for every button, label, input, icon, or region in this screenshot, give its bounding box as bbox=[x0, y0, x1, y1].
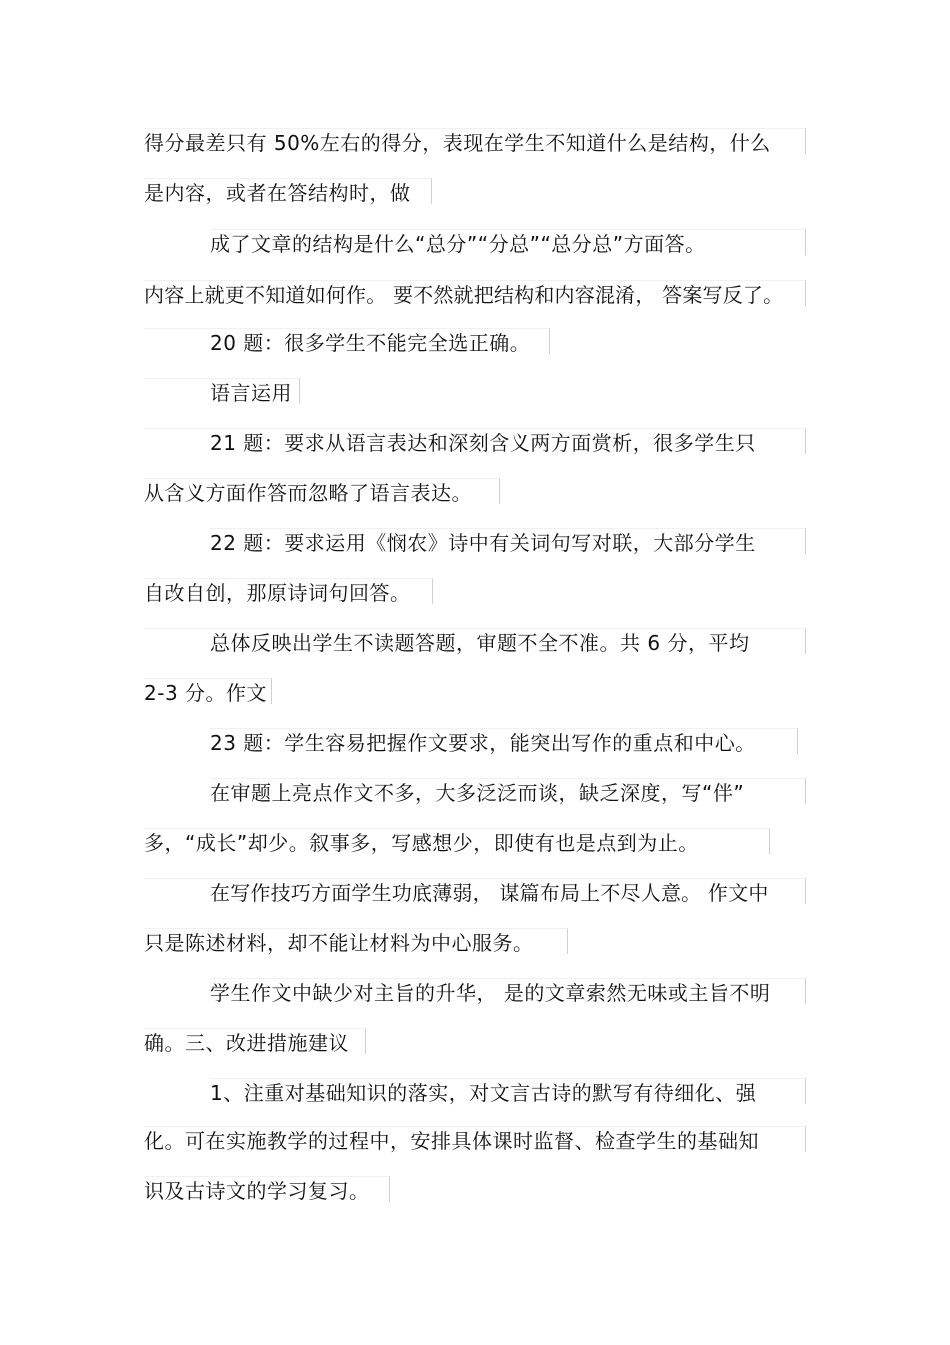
text-line: 化。可在实施教学的过程中，安排具体课时监督、检查学生的基础知 bbox=[144, 1126, 806, 1152]
text-line: 自改自创，那原诗词句回答。 bbox=[144, 578, 433, 604]
text-line: 只是陈述材料，却不能让材料为中心服务。 bbox=[144, 928, 568, 954]
text-line: 得分最差只有 50%左右的得分，表现在学生不知道什么是结构，什么 bbox=[144, 128, 806, 154]
text-line: 确。三、改进措施建议 bbox=[144, 1028, 366, 1054]
text-line: 多，“成长”却少。叙事多，写感想少，即使有也是点到为止。 bbox=[144, 828, 770, 854]
text-line: 22 题：要求运用《悯农》诗中有关词句写对联，大部分学生 bbox=[210, 528, 806, 554]
text-line: 识及古诗文的学习复习。 bbox=[144, 1176, 390, 1202]
text-line: 在写作技巧方面学生功底薄弱， 谋篇布局上不尽人意。 作文中 bbox=[144, 878, 806, 904]
text-line: 2-3 分。作文 bbox=[144, 678, 272, 704]
text-line: 语言运用 bbox=[144, 378, 300, 404]
text-line: 成了文章的结构是什么“总分”“分总”“总分总”方面答。 bbox=[210, 229, 806, 255]
text-line: 学生作文中缺少对主旨的升华， 是的文章索然无味或主旨不明 bbox=[210, 978, 806, 1004]
text-line: 总体反映出学生不读题答题，审题不全不准。共 6 分，平均 bbox=[144, 628, 806, 654]
text-line: 1、注重对基础知识的落实，对文言古诗的默写有待细化、强 bbox=[210, 1078, 806, 1104]
text-line: 内容上就更不知道如何作。 要不然就把结构和内容混淆， 答案写反了。 bbox=[144, 280, 806, 306]
text-line: 23 题：学生容易把握作文要求，能突出写作的重点和中心。 bbox=[210, 728, 798, 754]
text-line: 从含义方面作答而忽略了语言表达。 bbox=[144, 478, 500, 504]
text-line: 在审题上亮点作文不多，大多泛泛而谈，缺乏深度，写“伴” bbox=[210, 778, 806, 804]
text-line: 20 题：很多学生不能完全选正确。 bbox=[144, 328, 550, 354]
text-line: 21 题：要求从语言表达和深刻含义两方面赏析，很多学生只 bbox=[144, 428, 806, 454]
text-line: 是内容，或者在答结构时，做 bbox=[144, 178, 432, 204]
